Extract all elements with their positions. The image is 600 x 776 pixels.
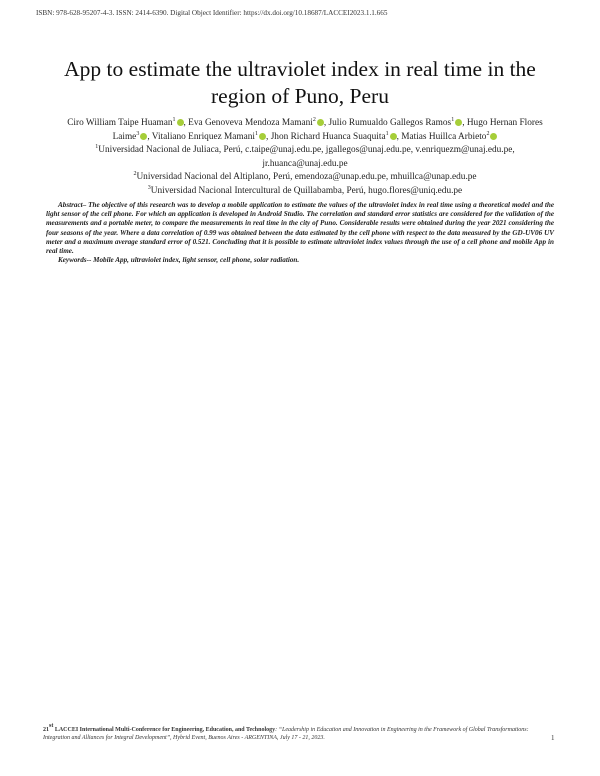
orcid-icon[interactable] xyxy=(490,133,497,140)
author-name: Jhon Richard Huanca Suaquita$^1$ xyxy=(270,130,389,142)
paper-title: App to estimate the ultraviolet index in real time in the region of Puno, Peru xyxy=(64,57,536,108)
abstract-text: Abstract– The objective of this research was to develop a mobile application to estimate the values of the ultraviolet index in real time using a theoretical model and the light sensor of the cell phone. For which an application is developed in Android Studio. The correlation and standard error statistics are considered for the validation of the measurements and a portable meter, to compare the measurements in real time in the city of Puno. Considerable results were obtained during the year 2021 considering the four seasons of the year. Where a data correlation of 0.99 was obtained between the data estimated by the cell phone with respect to the data measured by the GD-UV06 UV meter and a maximum average standard error of 0.521. Concluding that it is possible to estimate ultraviolet index values through the use of a cell phone and mobile App in real time. xyxy=(46,201,554,256)
author-name: Hugo Hernan Flores Laime$^3$ xyxy=(112,118,543,142)
orcid-icon[interactable] xyxy=(140,133,147,140)
orcid-icon[interactable] xyxy=(455,119,462,126)
header-metadata: ISBN: 978-628-95207-4-3. ISSN: 2414-6390. Digital Object Identifier: https://dx.doi.org/10.18687/LACCEI2023.1.1.665 xyxy=(36,9,388,17)
orcid-icon[interactable] xyxy=(317,119,324,126)
conference-details: : “Leadership in Education and Innovation in Engineering in the Framework of Global Transformations: Integration and Alliances for Integral Development”, Hybrid Event, Buenos Aires - ARGENTINA, July 17 - 21, 2023. xyxy=(43,727,529,742)
affiliation: $^3$Universidad Nacional Intercultural de Quillabamba, Perú, hugo.flores@uniq.edu.pe xyxy=(147,184,463,196)
author-name: Ciro William Taipe Huaman$^1$ xyxy=(67,117,176,128)
affiliation: $^2$Universidad Nacional del Altiplano, Perú, emendoza@unap.edu.pe, mhuillca@unap.edu.pe xyxy=(133,171,477,182)
conference-footer xyxy=(43,723,543,743)
author-name: Eva Genoveva Mendoza Mamani$^2$ xyxy=(188,117,316,128)
orcid-icon[interactable] xyxy=(259,133,266,140)
author-list: Ciro William Taipe Huaman$^1$ , Eva Genoveva Mendoza Mamani$^2$ , Julio Rumualdo Gallegos Ramos$^1$ , Hugo Hernan Flores Laime$^3$ , Vitaliano Enriquez Mamani$^1$ , Jhon Richard Huanca Suaquita$^1$ , Matias Huillca Arbieto$^2$ xyxy=(67,117,543,142)
orcid-icon[interactable] xyxy=(390,133,397,140)
conference-name: 21st LACCEI International Multi-Conference for Engineering, Education, and Technology xyxy=(43,723,276,733)
affiliation: $^1$Universidad Nacional de Juliaca, Perú, c.taipe@unaj.edu.pe, jgallegos@unaj.edu.pe, v.enriquezm@unaj.edu.pe, jr.huanca@unaj.edu.pe xyxy=(95,144,515,169)
keywords-text: Keywords-- Mobile App, ultraviolet index, light sensor, cell phone, solar radiation. xyxy=(58,256,300,265)
author-block xyxy=(60,117,550,198)
page-number: 1 xyxy=(551,734,555,742)
author-name: Matias Huillca Arbieto$^2$ xyxy=(401,130,490,142)
author-name: Vitaliano Enriquez Mamani$^1$ xyxy=(151,130,259,142)
orcid-icon[interactable] xyxy=(177,119,184,126)
abstract-section xyxy=(46,201,554,265)
author-name: Julio Rumualdo Gallegos Ramos$^1$ xyxy=(328,117,455,128)
